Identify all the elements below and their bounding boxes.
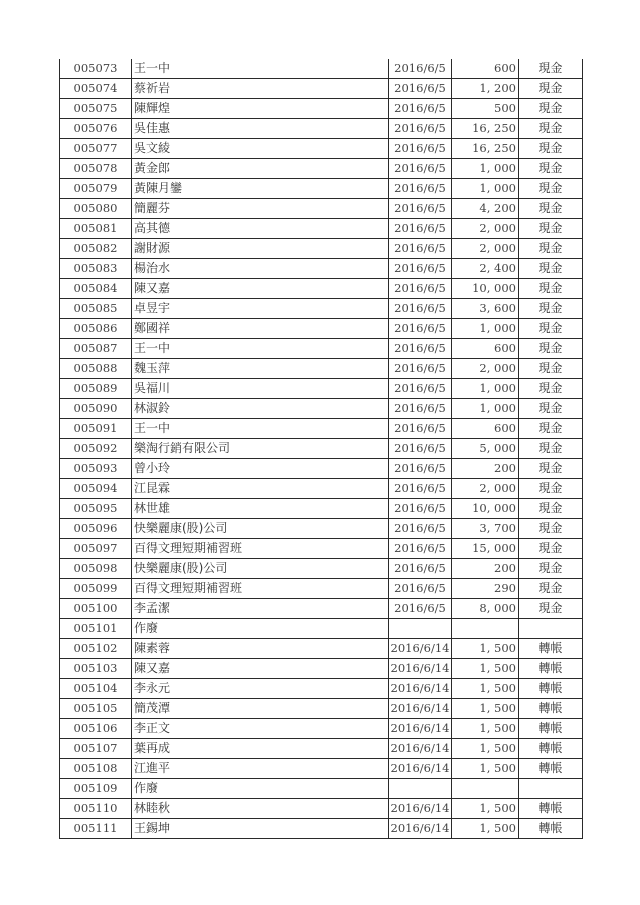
receipt-number-cell: 005098 [60,559,132,579]
receipt-number-cell: 005087 [60,339,132,359]
amount-cell: 10, 000 [452,279,519,299]
donor-name-cell: 王一中 [132,59,389,79]
payment-method-cell: 轉帳 [519,719,583,739]
table-row [60,219,583,239]
date-cell: 2016/6/5 [389,79,452,99]
date-cell [389,619,452,639]
date-cell: 2016/6/5 [389,299,452,319]
payment-method-cell: 現金 [519,459,583,479]
payment-method-cell: 現金 [519,499,583,519]
date-cell: 2016/6/14 [389,739,452,759]
payment-method-cell: 現金 [519,279,583,299]
receipt-number-cell: 005081 [60,219,132,239]
receipt-number-cell: 005108 [60,759,132,779]
amount-cell: 1, 500 [452,799,519,819]
payment-method-cell: 轉帳 [519,759,583,779]
payment-method-cell: 現金 [519,359,583,379]
receipt-number-cell: 005093 [60,459,132,479]
table-row [60,239,583,259]
receipt-number-cell: 005076 [60,119,132,139]
table-row [60,359,583,379]
table-row [60,779,583,799]
date-cell: 2016/6/5 [389,459,452,479]
date-cell: 2016/6/5 [389,239,452,259]
donor-name-cell: 陳又嘉 [132,659,389,679]
date-cell: 2016/6/5 [389,359,452,379]
donor-name-cell: 簡茂潭 [132,699,389,719]
amount-cell: 5, 000 [452,439,519,459]
receipt-number-cell: 005104 [60,679,132,699]
payment-method-cell: 現金 [519,319,583,339]
receipt-number-cell: 005109 [60,779,132,799]
amount-cell: 16, 250 [452,119,519,139]
amount-cell: 1, 500 [452,699,519,719]
receipt-number-cell: 005082 [60,239,132,259]
donor-name-cell: 快樂麗康(股)公司 [132,559,389,579]
amount-cell: 15, 000 [452,539,519,559]
table-row [60,179,583,199]
donor-name-cell: 吳福川 [132,379,389,399]
date-cell: 2016/6/5 [389,579,452,599]
amount-cell: 600 [452,339,519,359]
payment-method-cell: 現金 [519,139,583,159]
date-cell: 2016/6/5 [389,99,452,119]
table-row [60,139,583,159]
amount-cell: 1, 000 [452,379,519,399]
table-row [60,259,583,279]
receipt-number-cell: 005100 [60,599,132,619]
date-cell [389,779,452,799]
receipt-number-cell: 005102 [60,639,132,659]
amount-cell [452,619,519,639]
payment-method-cell: 轉帳 [519,679,583,699]
donor-name-cell: 楊治水 [132,259,389,279]
table-row [60,579,583,599]
table-row [60,339,583,359]
receipt-number-cell: 005077 [60,139,132,159]
payment-method-cell: 現金 [519,259,583,279]
amount-cell: 1, 500 [452,759,519,779]
date-cell: 2016/6/14 [389,699,452,719]
amount-cell: 290 [452,579,519,599]
receipt-number-cell: 005107 [60,739,132,759]
date-cell: 2016/6/5 [389,59,452,79]
table-row [60,99,583,119]
table-row [60,639,583,659]
donor-name-cell: 吳文綾 [132,139,389,159]
table-row [60,199,583,219]
receipt-number-cell: 005078 [60,159,132,179]
table-row [60,599,583,619]
date-cell: 2016/6/5 [389,319,452,339]
donor-name-cell: 李孟潔 [132,599,389,619]
amount-cell: 1, 500 [452,639,519,659]
payment-method-cell: 轉帳 [519,659,583,679]
receipt-number-cell: 005110 [60,799,132,819]
table-row [60,319,583,339]
payment-method-cell [519,779,583,799]
payment-method-cell: 現金 [519,539,583,559]
table-row [60,159,583,179]
date-cell: 2016/6/5 [389,559,452,579]
date-cell: 2016/6/5 [389,479,452,499]
payment-method-cell: 轉帳 [519,699,583,719]
receipt-number-cell: 005088 [60,359,132,379]
donor-name-cell: 李永元 [132,679,389,699]
amount-cell: 500 [452,99,519,119]
table-row [60,679,583,699]
receipt-number-cell: 005106 [60,719,132,739]
date-cell: 2016/6/14 [389,719,452,739]
date-cell: 2016/6/5 [389,439,452,459]
receipt-number-cell: 005084 [60,279,132,299]
table-row [60,399,583,419]
donation-ledger-table [59,59,583,839]
donor-name-cell: 林睦秋 [132,799,389,819]
table-row [60,379,583,399]
amount-cell: 600 [452,59,519,79]
amount-cell: 600 [452,419,519,439]
receipt-number-cell: 005075 [60,99,132,119]
table-row [60,699,583,719]
payment-method-cell: 現金 [519,239,583,259]
ledger-body [60,59,583,839]
table-row [60,79,583,99]
payment-method-cell: 現金 [519,379,583,399]
amount-cell: 2, 000 [452,359,519,379]
receipt-number-cell: 005074 [60,79,132,99]
receipt-number-cell: 005085 [60,299,132,319]
table-row [60,419,583,439]
table-row [60,619,583,639]
table-row [60,539,583,559]
date-cell: 2016/6/5 [389,279,452,299]
table-row [60,299,583,319]
date-cell: 2016/6/5 [389,199,452,219]
payment-method-cell: 現金 [519,159,583,179]
donor-name-cell: 黃陳月鑾 [132,179,389,199]
amount-cell: 4, 200 [452,199,519,219]
donor-name-cell: 樂淘行銷有限公司 [132,439,389,459]
receipt-number-cell: 005083 [60,259,132,279]
receipt-number-cell: 005090 [60,399,132,419]
donor-name-cell: 林淑鈴 [132,399,389,419]
table-row [60,799,583,819]
date-cell: 2016/6/5 [389,399,452,419]
amount-cell: 1, 000 [452,179,519,199]
donor-name-cell: 林世雄 [132,499,389,519]
donor-name-cell: 江進平 [132,759,389,779]
receipt-number-cell: 005091 [60,419,132,439]
date-cell: 2016/6/5 [389,599,452,619]
receipt-number-cell: 005094 [60,479,132,499]
receipt-number-cell: 005080 [60,199,132,219]
receipt-number-cell: 005099 [60,579,132,599]
payment-method-cell: 現金 [519,59,583,79]
payment-method-cell: 現金 [519,339,583,359]
table-row [60,459,583,479]
payment-method-cell: 現金 [519,179,583,199]
payment-method-cell: 現金 [519,399,583,419]
table-row [60,59,583,79]
amount-cell: 2, 000 [452,219,519,239]
payment-method-cell: 現金 [519,559,583,579]
payment-method-cell: 轉帳 [519,639,583,659]
payment-method-cell: 現金 [519,519,583,539]
payment-method-cell: 轉帳 [519,799,583,819]
amount-cell: 1, 500 [452,739,519,759]
donor-name-cell: 王一中 [132,419,389,439]
table-row [60,659,583,679]
amount-cell: 16, 250 [452,139,519,159]
table-row [60,819,583,839]
donor-name-cell: 快樂麗康(股)公司 [132,519,389,539]
donor-name-cell: 曾小玲 [132,459,389,479]
amount-cell: 8, 000 [452,599,519,619]
receipt-number-cell: 005103 [60,659,132,679]
date-cell: 2016/6/5 [389,219,452,239]
date-cell: 2016/6/5 [389,539,452,559]
receipt-number-cell: 005097 [60,539,132,559]
date-cell: 2016/6/5 [389,179,452,199]
receipt-number-cell: 005111 [60,819,132,839]
payment-method-cell: 現金 [519,119,583,139]
date-cell: 2016/6/5 [389,119,452,139]
date-cell: 2016/6/14 [389,759,452,779]
amount-cell: 2, 000 [452,239,519,259]
date-cell: 2016/6/5 [389,339,452,359]
table-row [60,499,583,519]
amount-cell: 1, 000 [452,399,519,419]
table-row [60,479,583,499]
donor-name-cell: 魏玉萍 [132,359,389,379]
table-row [60,119,583,139]
amount-cell: 200 [452,559,519,579]
payment-method-cell: 現金 [519,599,583,619]
table-row [60,439,583,459]
receipt-number-cell: 005089 [60,379,132,399]
payment-method-cell: 現金 [519,199,583,219]
receipt-number-cell: 005079 [60,179,132,199]
payment-method-cell: 現金 [519,579,583,599]
amount-cell: 2, 000 [452,479,519,499]
table-row [60,279,583,299]
receipt-number-cell: 005095 [60,499,132,519]
donor-name-cell: 百得文理短期補習班 [132,579,389,599]
payment-method-cell: 現金 [519,79,583,99]
date-cell: 2016/6/5 [389,499,452,519]
donor-name-cell: 吳佳惠 [132,119,389,139]
donor-name-cell: 黃金郎 [132,159,389,179]
payment-method-cell [519,619,583,639]
table-row [60,739,583,759]
payment-method-cell: 現金 [519,99,583,119]
amount-cell: 10, 000 [452,499,519,519]
donor-name-cell: 卓昱宇 [132,299,389,319]
date-cell: 2016/6/5 [389,379,452,399]
amount-cell: 1, 000 [452,319,519,339]
amount-cell: 200 [452,459,519,479]
date-cell: 2016/6/5 [389,519,452,539]
payment-method-cell: 現金 [519,299,583,319]
table-row [60,759,583,779]
amount-cell: 1, 000 [452,159,519,179]
table-row [60,559,583,579]
donor-name-cell: 江昆霖 [132,479,389,499]
receipt-number-cell: 005096 [60,519,132,539]
date-cell: 2016/6/5 [389,159,452,179]
payment-method-cell: 現金 [519,219,583,239]
donor-name-cell: 作廢 [132,619,389,639]
donor-name-cell: 作廢 [132,779,389,799]
donor-name-cell: 陳又嘉 [132,279,389,299]
receipt-number-cell: 005086 [60,319,132,339]
date-cell: 2016/6/5 [389,259,452,279]
donor-name-cell: 王錫坤 [132,819,389,839]
table-row [60,519,583,539]
donor-name-cell: 蔡祈岩 [132,79,389,99]
payment-method-cell: 現金 [519,479,583,499]
receipt-number-cell: 005092 [60,439,132,459]
date-cell: 2016/6/14 [389,799,452,819]
payment-method-cell: 轉帳 [519,739,583,759]
amount-cell: 2, 400 [452,259,519,279]
donor-name-cell: 鄭國祥 [132,319,389,339]
receipt-number-cell: 005073 [60,59,132,79]
amount-cell: 3, 700 [452,519,519,539]
payment-method-cell: 轉帳 [519,819,583,839]
date-cell: 2016/6/5 [389,419,452,439]
date-cell: 2016/6/5 [389,139,452,159]
donor-name-cell: 高其德 [132,219,389,239]
amount-cell: 1, 200 [452,79,519,99]
donor-name-cell: 陳素蓉 [132,639,389,659]
date-cell: 2016/6/14 [389,659,452,679]
donor-name-cell: 葉再成 [132,739,389,759]
amount-cell: 1, 500 [452,719,519,739]
table-row [60,719,583,739]
receipt-number-cell: 005105 [60,699,132,719]
amount-cell: 1, 500 [452,679,519,699]
donor-name-cell: 簡麗芬 [132,199,389,219]
receipt-number-cell: 005101 [60,619,132,639]
donor-name-cell: 謝財源 [132,239,389,259]
date-cell: 2016/6/14 [389,679,452,699]
amount-cell: 1, 500 [452,659,519,679]
payment-method-cell: 現金 [519,439,583,459]
amount-cell [452,779,519,799]
donor-name-cell: 李正文 [132,719,389,739]
donor-name-cell: 王一中 [132,339,389,359]
payment-method-cell: 現金 [519,419,583,439]
date-cell: 2016/6/14 [389,819,452,839]
donor-name-cell: 百得文理短期補習班 [132,539,389,559]
donor-name-cell: 陳輝煌 [132,99,389,119]
amount-cell: 3, 600 [452,299,519,319]
date-cell: 2016/6/14 [389,639,452,659]
amount-cell: 1, 500 [452,819,519,839]
